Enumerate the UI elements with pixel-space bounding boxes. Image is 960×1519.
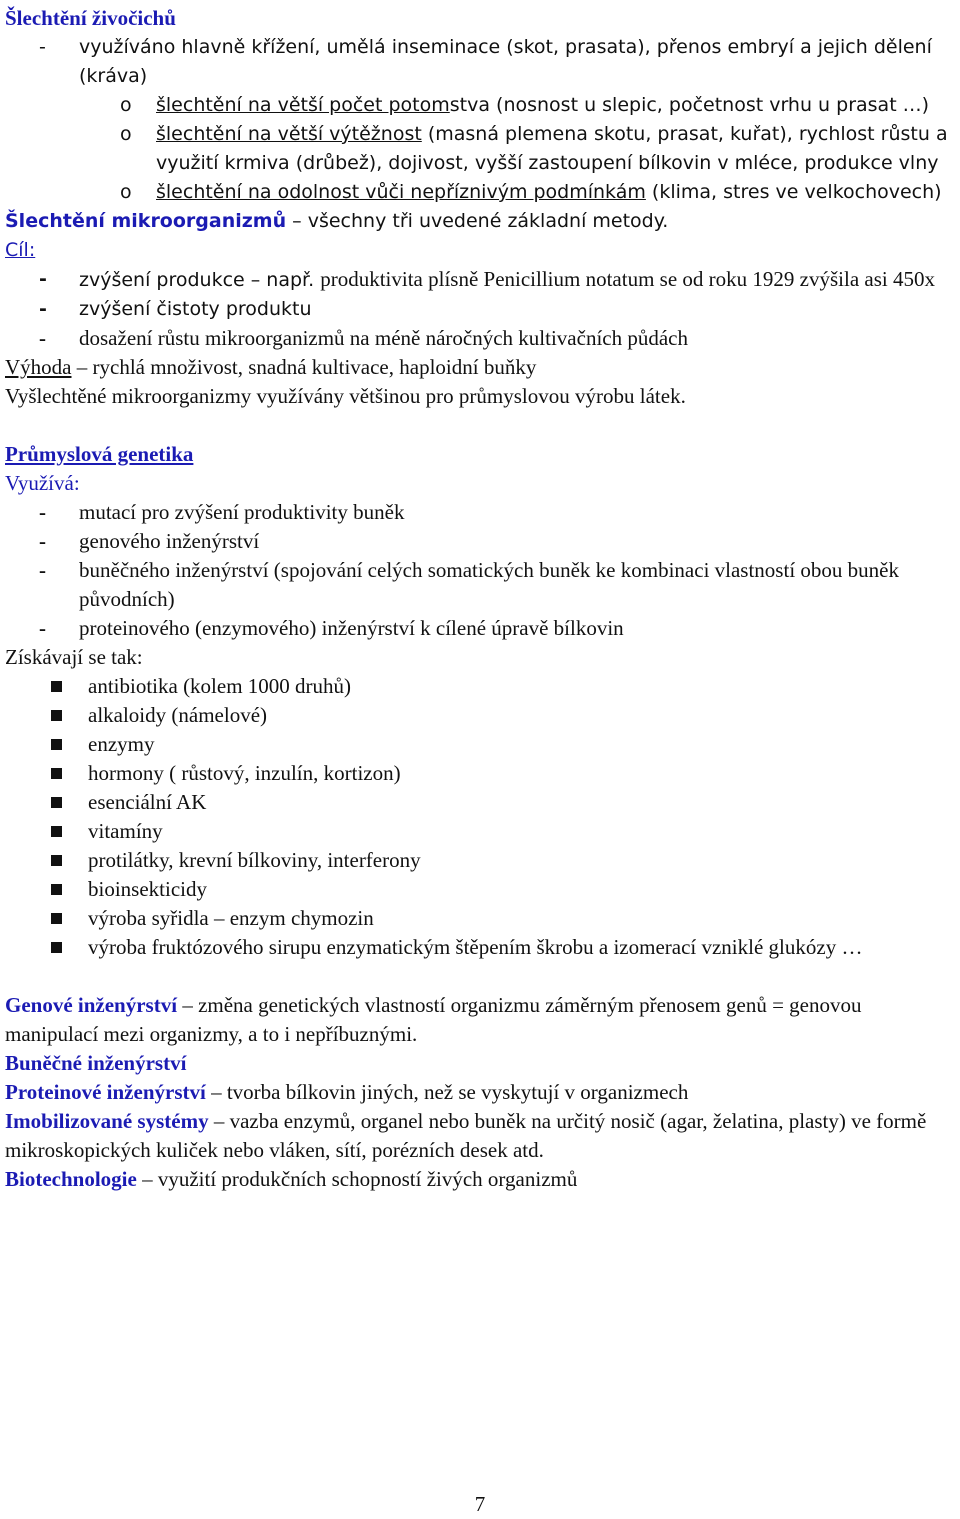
underlined-text: šlechtění na větší výtěžnost [156,123,422,145]
definition-text: – využití produkčních schopností živých organizmů [136,1167,578,1191]
use-item: buněčného inženýrství (spojování celých somatických buněk ke kombinaci vlastností obou buněk původních) [79,558,899,611]
heading-animal-breeding: Šlechtění živočichů [5,6,176,30]
breeding-item-offspring: šlechtění na větší počet potomstva (nosnost u slepic, početnost vrhu u prasat …) [156,94,930,116]
obtained-label: Získávají se tak: [5,645,143,669]
document-page [5,4,956,1194]
spacer [5,962,956,991]
use-item: proteinového (enzymového) inženýrství k cílené úpravě bílkovin [79,616,624,640]
list-item [5,91,956,120]
list-item [5,265,956,295]
goal-label: Cíl: [5,239,36,261]
advantage-text: – rychlá množivost, snadná kultivace, haploidní buňky [71,355,537,379]
list-item [5,324,956,353]
page-number: 7 [474,1492,486,1516]
spacer [5,411,956,440]
list-item [5,527,956,556]
list-item [5,904,956,933]
term-cell-engineering: Buněčné inženýrství [5,1051,187,1075]
obtained-item: hormony ( růstový, inzulín, kortizon) [88,761,401,785]
advantage-line [5,353,956,382]
list-item [5,556,956,614]
list-item [5,875,956,904]
obtained-item: enzymy [88,732,155,756]
heading-industrial-genetics-text: Průmyslová genetika [5,442,194,466]
definition-genetic-engineering [5,991,956,1049]
list-item [5,672,956,701]
microorganism-breeding-rest: – všechny tři uvedené základní metody. [286,210,669,232]
dash-bullet: - [39,298,47,320]
usage-text: Vyšlechtěné mikroorganizmy využívány většinou pro průmyslovou výrobu látek. [5,384,686,408]
goal-item: zvýšení produkce – např. produktivita plísně Penicillium notatum se od roku 1929 zvýšila asi 450x [79,267,935,291]
breeding-item-resistance: šlechtění na odolnost vůči nepříznivým podmínkám (klima, stres ve velkochovech) [156,181,942,203]
list-item [5,295,956,324]
list-item [5,178,956,207]
use-item: mutací pro zvýšení produktivity buněk [79,500,405,524]
o-bullet: o [120,94,132,116]
definition-protein-engineering [5,1078,956,1107]
obtained-item: bioinsekticidy [88,877,207,901]
term-biotechnology: Biotechnologie [5,1167,137,1191]
list-item [5,614,956,643]
intro-text: využíváno hlavně křížení, umělá inseminace (skot, prasata), přenos embryí a jejich dělení (kráva) [79,36,932,87]
definition-text: – změna genetických vlastností organizmu záměrným přenosem genů = genovou manipulací mezi organizmy, a to i nepříbuznými. [5,993,862,1046]
list-item [5,759,956,788]
list-item [5,817,956,846]
obtained-item: antibiotika (kolem 1000 druhů) [88,674,352,698]
o-bullet: o [120,181,132,203]
term-immobilized-systems: Imobilizované systémy [5,1109,209,1133]
obtained-item: protilátky, krevní bílkoviny, interferony [88,848,421,872]
microorganism-breeding-line [5,207,956,236]
list-item [5,730,956,759]
dash-bullet: - [39,558,46,582]
heading-microorganism-breeding: Šlechtění mikroorganizmů [5,210,287,232]
list-item [5,33,956,91]
definition-text: – tvorba bílkovin jiných, než se vyskytují v organizmech [205,1080,689,1104]
obtained-item: vitamíny [88,819,163,843]
uses-label: Využívá: [5,471,80,495]
dash-bullet: - [39,36,46,58]
list-item [5,846,956,875]
underlined-text: šlechtění na odolnost vůči nepříznivým podmínkám [156,181,646,203]
dash-bullet: - [39,616,46,640]
dash-bullet: - [39,268,47,290]
term-genetic-engineering: Genové inženýrství [5,993,178,1017]
advantage-label: Výhoda [5,355,72,379]
goal-item: dosažení růstu mikroorganizmů na méně náročných kultivačních půdách [79,326,688,350]
obtained-item: alkaloidy (námelové) [88,703,268,727]
use-item: genového inženýrství [79,529,260,553]
list-item [5,701,956,730]
definition-text: – vazba enzymů, organel nebo buněk na určitý nosič (agar, želatina, plasty) ve formě mikroskopických kuliček nebo vláken, sítí, porézních desek atd. [5,1109,927,1162]
list-item [5,120,956,178]
term-protein-engineering: Proteinové inženýrství [5,1080,206,1104]
dash-bullet: - [39,500,46,524]
dash-bullet: - [39,529,46,553]
list-item [5,498,956,527]
obtained-item: esenciální AK [88,790,207,814]
definition-immobilized-systems [5,1107,956,1165]
obtained-item: výroba syřidla – enzym chymozin [88,906,374,930]
list-item [5,933,956,962]
dash-bullet: - [39,326,46,350]
o-bullet: o [120,123,132,145]
breeding-item-yield: šlechtění na větší výtěžnost (masná plemena skotu, prasat, kuřat), rychlost růstu a využití krmiva (drůbež), dojivost, vyšší zastoupení bílkovin v mléce, produkce vlny [156,123,948,174]
obtained-item: výroba fruktózového sirupu enzymatickým štěpením škrobu a izomerací vzniklé glukózy … [88,935,863,959]
definition-biotechnology [5,1165,956,1194]
goal-item: zvýšení čistoty produktu [79,298,312,320]
underlined-text: šlechtění na větší počet potom [156,94,450,116]
heading-industrial-genetics [5,440,956,469]
list-item [5,788,956,817]
